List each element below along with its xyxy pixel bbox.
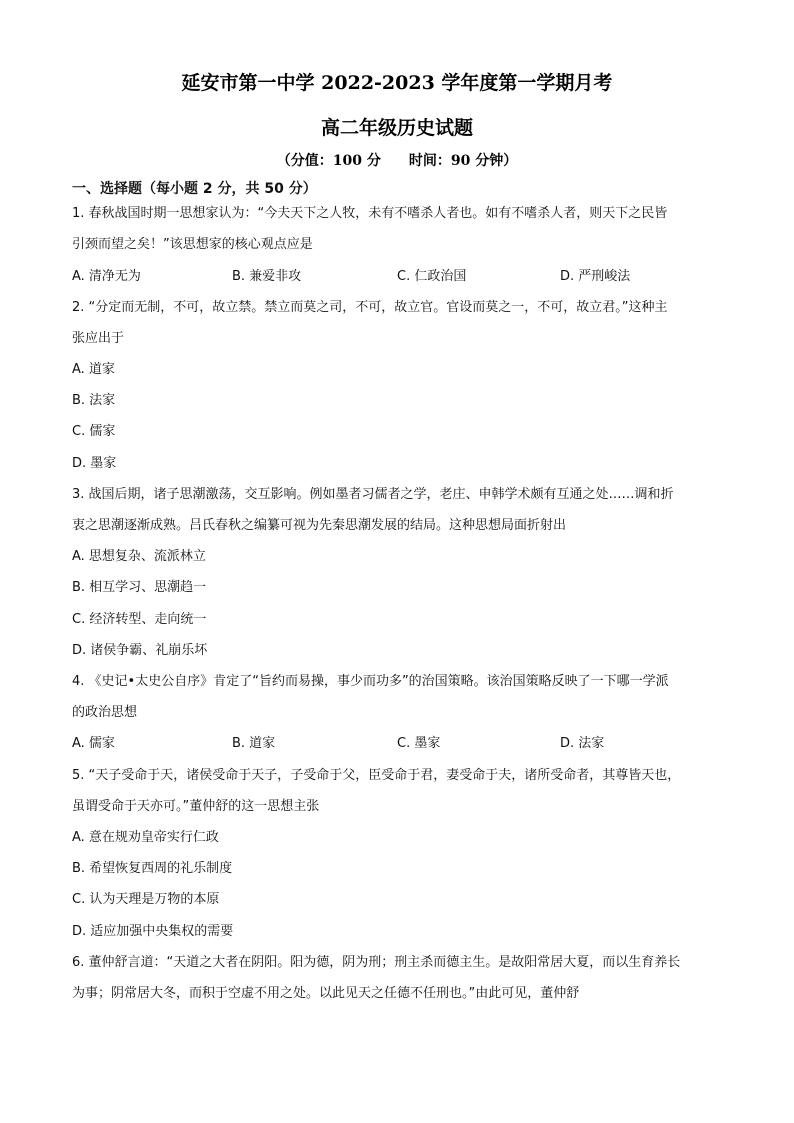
question-3-stem-line-1: 3. 战国后期，诸子思潮激荡，交互影响。例如墨者习儒者之学，老庄、申韩学术颇有互通之处……调和折 [72,487,674,502]
question-2-option-c: C. 儒家 [72,424,116,439]
question-3-option-b: B. 相互学习、思潮趋一 [72,580,207,595]
question-1-option-c: C. 仁政治国 [397,269,467,284]
question-4-stem-line-1: 4. 《史记•太史公自序》肯定了“旨约而易操，事少而功多”的治国策略。该治国策略反映了一下哪一学派 [72,674,669,689]
question-2-stem-line-1: 2. “分定而无制，不可，故立禁。禁立而莫之司，不可，故立官。官设而莫之一，不可，故立君。”这种主 [72,300,668,315]
section-heading: 一、选择题（每小题 2 分，共 50 分） [72,181,317,197]
question-5-stem-line-1: 5. “天子受命于天，诸侯受命于天子，子受命于父，臣受命于君，妻受命于夫，诸所受命者，其尊皆天也， [72,768,681,783]
question-3-stem-line-2: 衷之思潮逐渐成熟。吕氏春秋之编纂可视为先秦思潮发展的结局。这种思想局面折射出 [72,518,567,533]
exam-subtitle: 高二年级历史试题 [320,117,473,139]
question-2-option-b: B. 法家 [72,393,116,408]
exam-title: 延安市第一中学 2022-2023 学年度第一学期月考 [181,72,613,94]
question-4-option-c: C. 墨家 [397,736,441,751]
question-5-option-c: C. 认为天理是万物的本原 [72,892,220,907]
question-2-option-d: D. 墨家 [72,456,117,471]
question-6-stem-line-2: 为事；阴常居大冬，而积于空虚不用之处。以此见天之任德不任刑也。”由此可见，董仲舒 [72,986,580,1001]
question-4-option-b: B. 道家 [232,736,276,751]
question-2-stem-line-2: 张应出于 [72,331,125,346]
question-6-stem-line-1: 6. 董仲舒言道：“天道之大者在阴阳。阳为德，阴为刑；刑主杀而德主生。是故阳常居大夏，而以生育养长 [72,955,681,970]
score-info: （分值：100 分 [276,153,381,169]
question-1-option-b: B. 兼爱非攻 [232,269,302,284]
question-1-option-d: D. 严刑峻法 [560,269,631,284]
question-5-option-d: D. 适应加强中央集权的需要 [72,924,234,939]
question-3-option-c: C. 经济转型、走向统一 [72,612,207,627]
question-5-stem-line-2: 虽谓受命于天亦可。”董仲舒的这一思想主张 [72,799,320,814]
question-1-stem-line-2: 引颈而望之矣！”该思想家的核心观点应是 [72,237,313,252]
question-2-option-a: A. 道家 [72,362,115,377]
question-3-option-d: D. 诸侯争霸、礼崩乐坏 [72,643,208,658]
question-1-option-a: A. 清净无为 [72,269,141,284]
question-4-stem-line-2: 的政治思想 [72,705,138,720]
question-5-option-b: B. 希望恢复西周的礼乐制度 [72,861,233,876]
question-4-option-a: A. 儒家 [72,736,115,751]
exam-meta [0,150,794,170]
question-3-option-a: A. 思想复杂、流派林立 [72,549,206,564]
time-info: 时间：90 分钟） [408,153,518,169]
question-1-stem-line-1: 1. 春秋战国时期一思想家认为：“今夫天下之人牧，未有不嗜杀人者也。如有不嗜杀人者，则天下之民皆 [72,206,668,221]
question-5-option-a: A. 意在规劝皇帝实行仁政 [72,830,219,845]
question-4-option-d: D. 法家 [560,736,605,751]
